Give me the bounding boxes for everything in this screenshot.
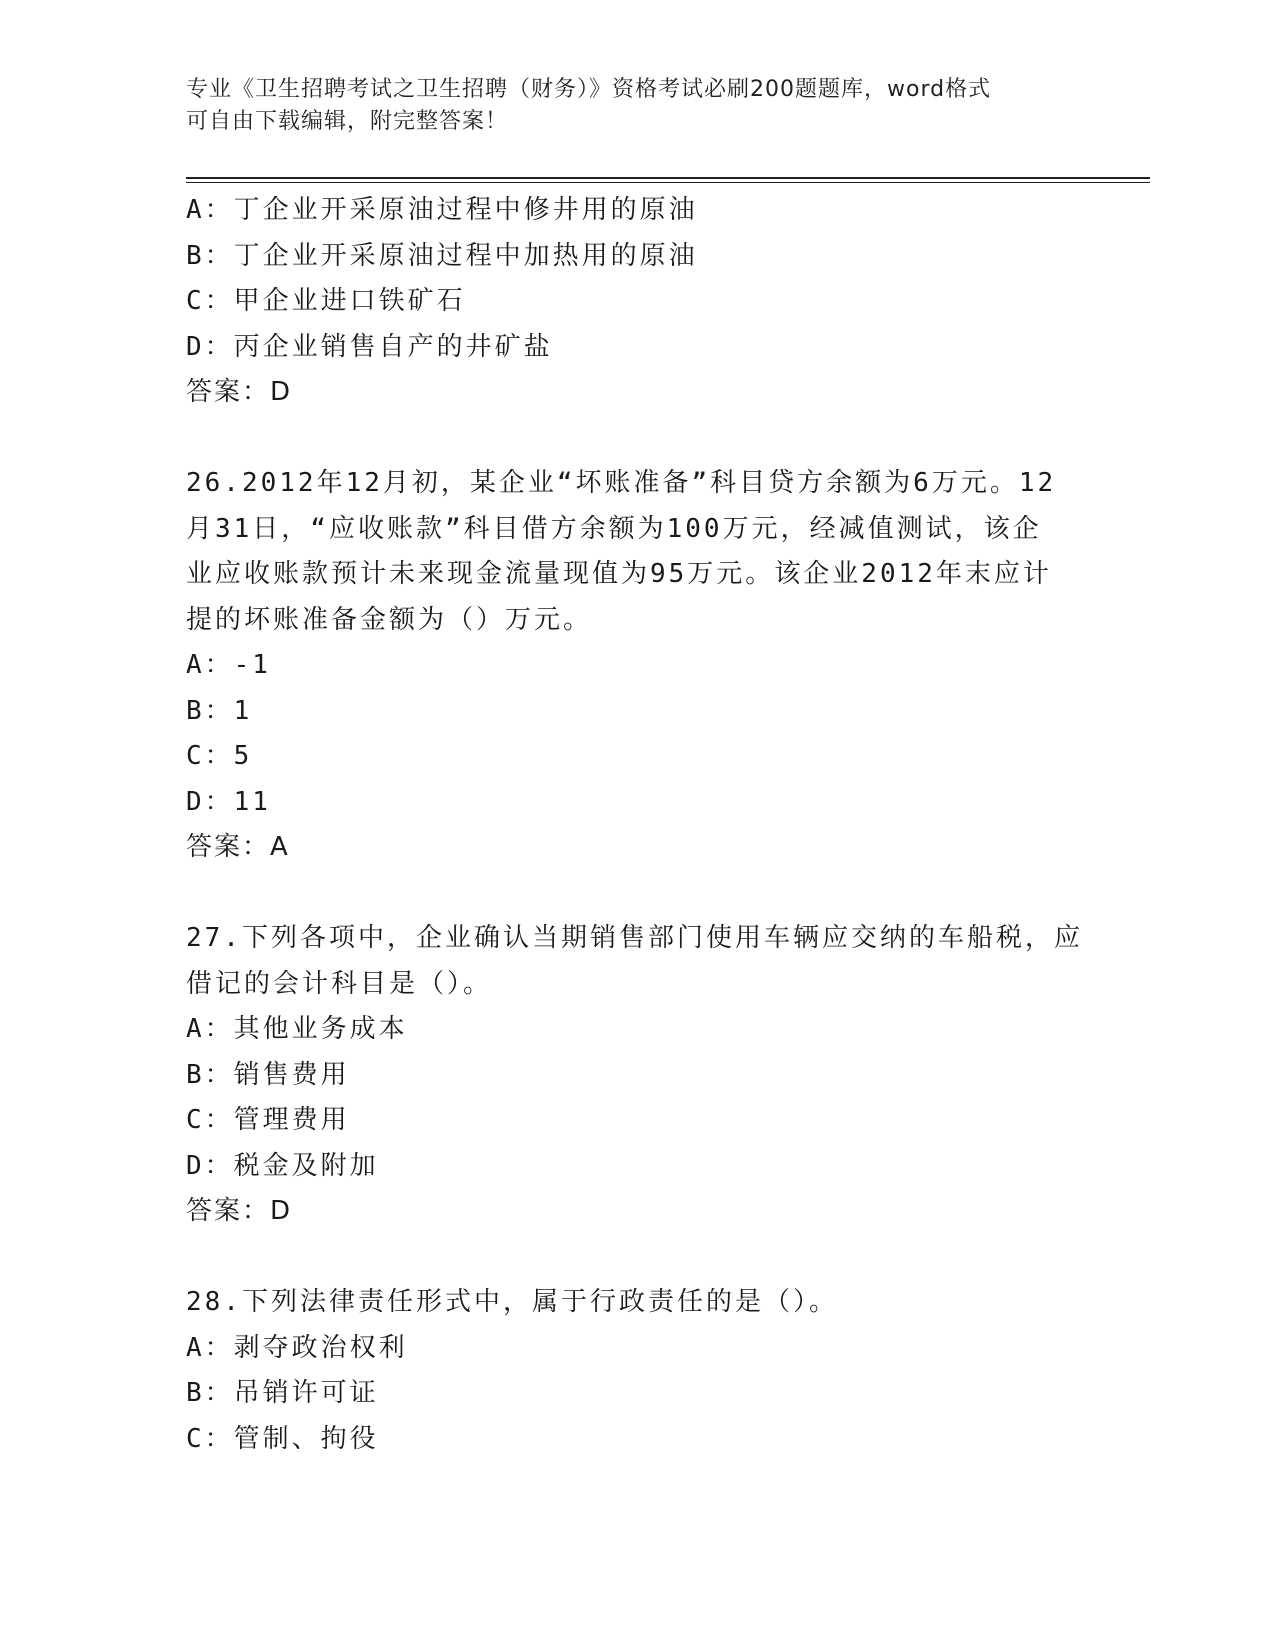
question-27-answer: 答案：D xyxy=(186,1196,293,1226)
spacer xyxy=(186,871,1086,917)
question-25-answer: 答案：D xyxy=(186,377,293,407)
question-28-option-a: A：剥夺政治权利 xyxy=(186,1332,408,1363)
question-26-option-d: D：11 xyxy=(186,786,271,817)
question-28-stem-line-1: 28.下列法律责任形式中，属于行政责任的是（）。 xyxy=(186,1287,838,1317)
question-28-option-b: B：吊销许可证 xyxy=(186,1378,379,1408)
question-25-option-b: B：丁企业开采原油过程中加热用的原油 xyxy=(186,240,698,271)
header-divider-thin xyxy=(186,182,1150,183)
question-26-stem-line-2: 月31日，“应收账款”科目借方余额为100万元，经减值测试，该企 xyxy=(186,513,1042,544)
spacer xyxy=(186,1235,1086,1281)
header-title-line-2: 可自由下载编辑，附完整答案！ xyxy=(186,109,509,134)
question-25-option-d: D：丙企业销售自产的井矿盐 xyxy=(186,331,553,362)
question-25-option-a: A：丁企业开采原油过程中修井用的原油 xyxy=(186,195,698,225)
question-25 xyxy=(186,188,1086,416)
question-27-stem-line-2: 借记的会计科目是（）。 xyxy=(186,968,493,999)
question-27-option-a: A：其他业务成本 xyxy=(186,1014,408,1044)
question-25-option-c: C：甲企业进口铁矿石 xyxy=(186,286,466,316)
question-27 xyxy=(186,916,1086,1235)
question-26-stem-line-1: 26.2012年12月初，某企业“坏账准备”科目贷方余额为6万元。12 xyxy=(186,468,1057,498)
header-title-line-1: 专业《卫生招聘考试之卫生招聘（财务）》资格考试必刷200题题库，word格式 xyxy=(186,77,992,102)
question-28-option-c: C：管制、拘役 xyxy=(186,1423,379,1454)
question-26 xyxy=(186,461,1086,871)
question-26-stem-line-4: 提的坏账准备金额为（）万元。 xyxy=(186,604,593,635)
question-list xyxy=(186,188,1086,1462)
question-26-option-b: B：1 xyxy=(186,695,253,726)
header-divider-thick xyxy=(186,177,1150,179)
question-27-option-d: D：税金及附加 xyxy=(186,1150,379,1181)
question-27-option-b: B：销售费用 xyxy=(186,1059,350,1090)
question-26-stem-line-3: 业应收账款预计未来现金流量现值为95万元。该企业2012年末应计 xyxy=(186,559,1052,589)
question-26-option-c: C：5 xyxy=(186,741,253,771)
document-header xyxy=(186,74,1086,138)
question-27-stem-line-1: 27.下列各项中，企业确认当期销售部门使用车辆应交纳的车船税，应 xyxy=(186,923,1083,953)
question-26-option-a: A：-1 xyxy=(186,650,271,680)
spacer xyxy=(186,416,1086,462)
question-28 xyxy=(186,1280,1086,1462)
question-27-option-c: C：管理费用 xyxy=(186,1105,350,1135)
question-26-answer: 答案：A xyxy=(186,832,290,862)
